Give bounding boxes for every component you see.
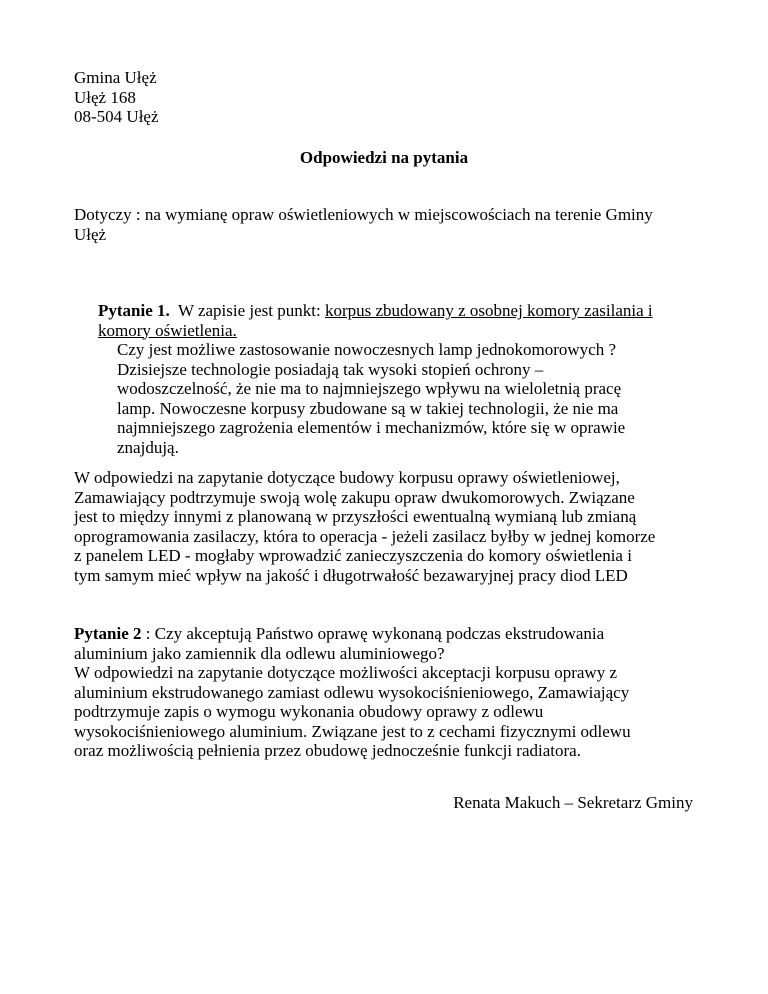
question-1-quoted-clause: korpus zbudowany z osobnej komory zasilania i [324,301,653,320]
question-2-paragraph [74,624,631,761]
answer-1-line: oprogramowania zasilaczy, która to operacja - jeżeli zasilacz byłby w jednej komorze [74,526,656,546]
answer-2-line: podtrzymuje zapis o wymogu wykonania obudowy oprawy z odlewu [74,702,544,721]
answer-2-line: wysokociśnieniowego aluminium. Związane jest to z cechami fizycznymi odlewu [74,721,631,741]
subject-paragraph [74,205,653,244]
answer-1-line: tym samym mieć wpływ na jakość i długotrwałość bezawaryjnej pracy diod LED [74,565,628,585]
question-1-detail [117,340,625,457]
question-1-detail-line: wodoszczelność, że nie ma to najmniejszego wpływu na wieloletnią pracę [117,379,622,398]
question-1-second-line [98,321,653,341]
question-1-intro: W zapisie jest punkt: [169,301,325,320]
sender-line: Gmina Ułęż [74,68,157,87]
question-1-detail-line: znajdują. [117,437,179,457]
question-1-detail-line: lamp. Nowoczesne korpusy zbudowane są w takiej technologii, że nie ma [117,398,619,418]
question-2-first-line [74,624,631,644]
answer-1-line: z panelem LED - mogłaby wprowadzić zanieczyszczenia do komory oświetlenia i [74,546,632,565]
question-1-heading [98,301,653,340]
document-title: Odpowiedzi na pytania [299,148,469,167]
subject-line: Ułęż [74,224,107,244]
question-2-line: aluminium jako zamiennik dla odlewu aluminiowego? [74,643,445,663]
question-1-first-line [98,301,653,321]
answer-1-line: jest to między innymi z planowaną w przyszłości ewentualną wymianą lub zmianą [74,507,637,526]
question-1-detail-line: najmniejszego zagrożenia elementów i mechanizmów, które się w oprawie [117,418,626,437]
question-2-label: Pytanie 2 [74,624,142,643]
question-1-detail-line: Czy jest możliwe zastosowanie nowoczesnych lamp jednokomorowych ? [117,340,617,359]
subject-line: Dotyczy : na wymianę opraw oświetleniowych w miejscowościach na terenie Gminy [74,205,653,224]
question-1-detail-line: Dzisiejsze technologie posiadają tak wysoki stopień ochrony – [117,359,544,379]
answer-1-line: Zamawiający podtrzymuje swoją wolę zakupu opraw dwukomorowych. Związane [74,487,635,507]
sender-line: Ułęż 168 [74,87,136,107]
sender-address [74,68,159,127]
answer-1-paragraph [74,468,655,585]
question-1-label: Pytanie 1. [98,301,170,320]
answer-1-line: W odpowiedzi na zapytanie dotyczące budowy korpusu oprawy oświetleniowej, [74,468,620,487]
question-1-quoted-clause-cont: komory oświetlenia. [98,320,237,340]
question-2-text: : Czy akceptują Państwo oprawę wykonaną podczas ekstrudowania [141,624,605,643]
answer-2-line: aluminium ekstrudowanego zamiast odlewu wysokociśnieniowego, Zamawiający [74,682,630,702]
signature: Renata Makuch – Sekretarz Gminy [453,793,693,812]
answer-2-line: oraz możliwością pełnienia przez obudowę jednocześnie funkcji radiatora. [74,741,581,760]
answer-2-line: W odpowiedzi na zapytanie dotyczące możliwości akceptacji korpusu oprawy z [74,663,618,682]
sender-line: 08-504 Ułęż [74,107,159,126]
